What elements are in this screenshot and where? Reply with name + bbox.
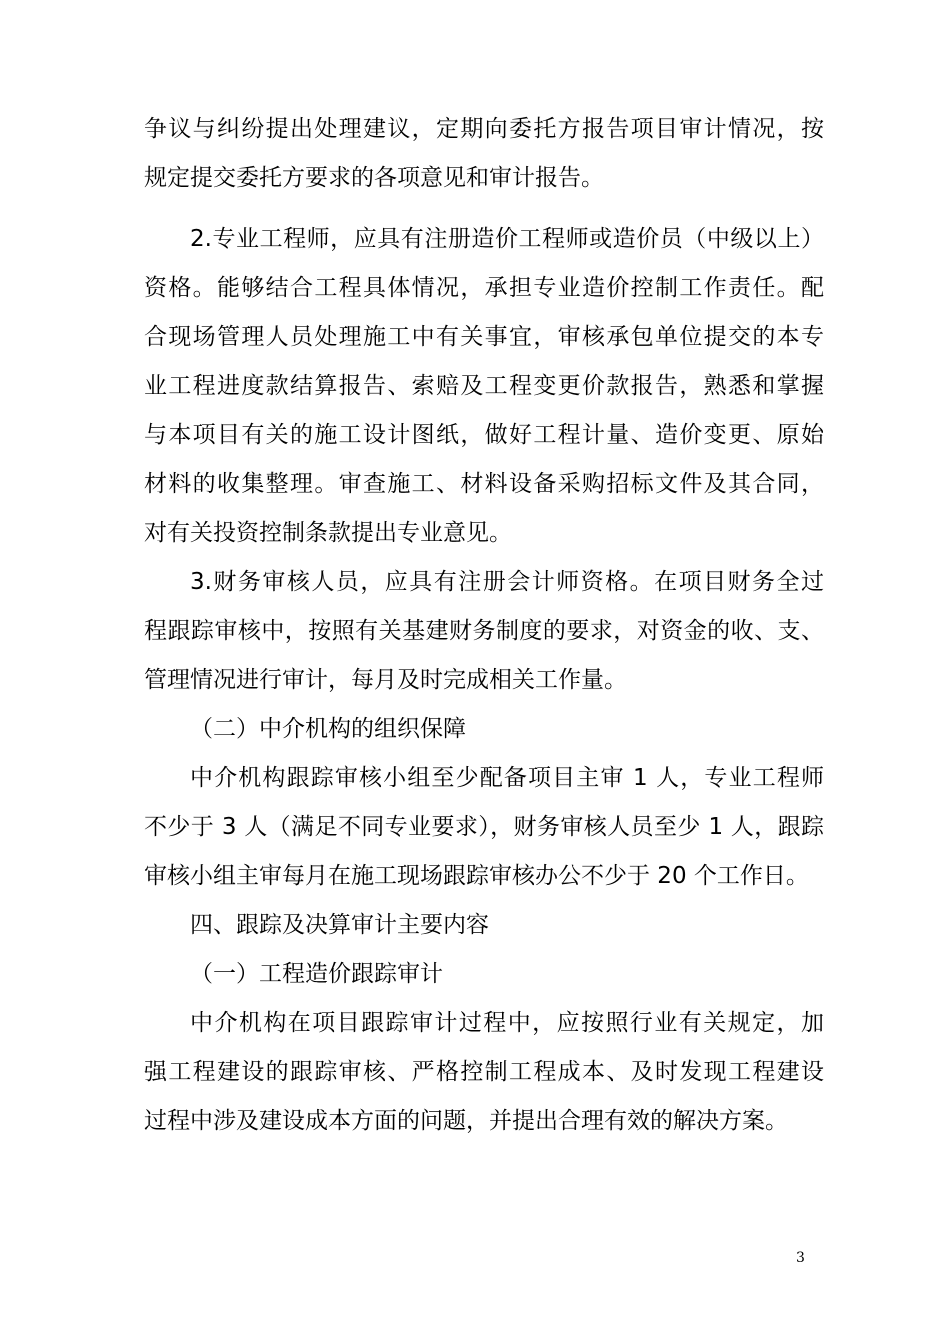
- text-line: 争议与纠纷提出处理建议，定期向委托方报告项目审计情况，按: [144, 116, 824, 142]
- text-line: 过程中涉及建设成本方面的问题，并提出合理有效的解决方案。: [144, 1108, 788, 1134]
- text-line: 业工程进度款结算报告、索赔及工程变更价款报告，熟悉和掌握: [144, 373, 824, 399]
- text-line: 中介机构跟踪审核小组至少配备项目主审 1 人，专业工程师: [190, 765, 824, 791]
- section-heading: （一）工程造价跟踪审计: [190, 961, 443, 987]
- text-line: 资格。能够结合工程具体情况，承担专业造价控制工作责任。配: [144, 275, 824, 301]
- text-line: 对有关投资控制条款提出专业意见。: [144, 520, 512, 546]
- text-line: 中介机构在项目跟踪审计过程中，应按照行业有关规定，加: [190, 1010, 824, 1036]
- text-line: 规定提交委托方要求的各项意见和审计报告。: [144, 165, 604, 191]
- text-line: 程跟踪审核中，按照有关基建财务制度的要求，对资金的收、支、: [144, 618, 824, 644]
- section-heading: 四、跟踪及决算审计主要内容: [190, 912, 489, 938]
- text-line: 审核小组主审每月在施工现场跟踪审核办公不少于 20 个工作日。: [144, 863, 809, 889]
- section-heading: （二）中介机构的组织保障: [190, 716, 466, 742]
- text-line: 3.财务审核人员，应具有注册会计师资格。在项目财务全过: [190, 569, 824, 595]
- text-line: 材料的收集整理。审查施工、材料设备采购招标文件及其合同，: [144, 471, 824, 497]
- page-number: 3: [796, 1250, 805, 1266]
- text-line: 强工程建设的跟踪审核、严格控制工程成本、及时发现工程建设: [144, 1059, 824, 1085]
- text-line: 合现场管理人员处理施工中有关事宜，审核承包单位提交的本专: [144, 324, 824, 350]
- text-line: 2.专业工程师，应具有注册造价工程师或造价员（中级以上）: [190, 226, 824, 252]
- body-text: [144, 106, 824, 1147]
- text-line: 管理情况进行审计，每月及时完成相关工作量。: [144, 667, 627, 693]
- text-line: 不少于 3 人（满足不同专业要求），财务审核人员至少 1 人，跟踪: [144, 814, 824, 840]
- text-line: 与本项目有关的施工设计图纸，做好工程计量、造价变更、原始: [144, 422, 824, 448]
